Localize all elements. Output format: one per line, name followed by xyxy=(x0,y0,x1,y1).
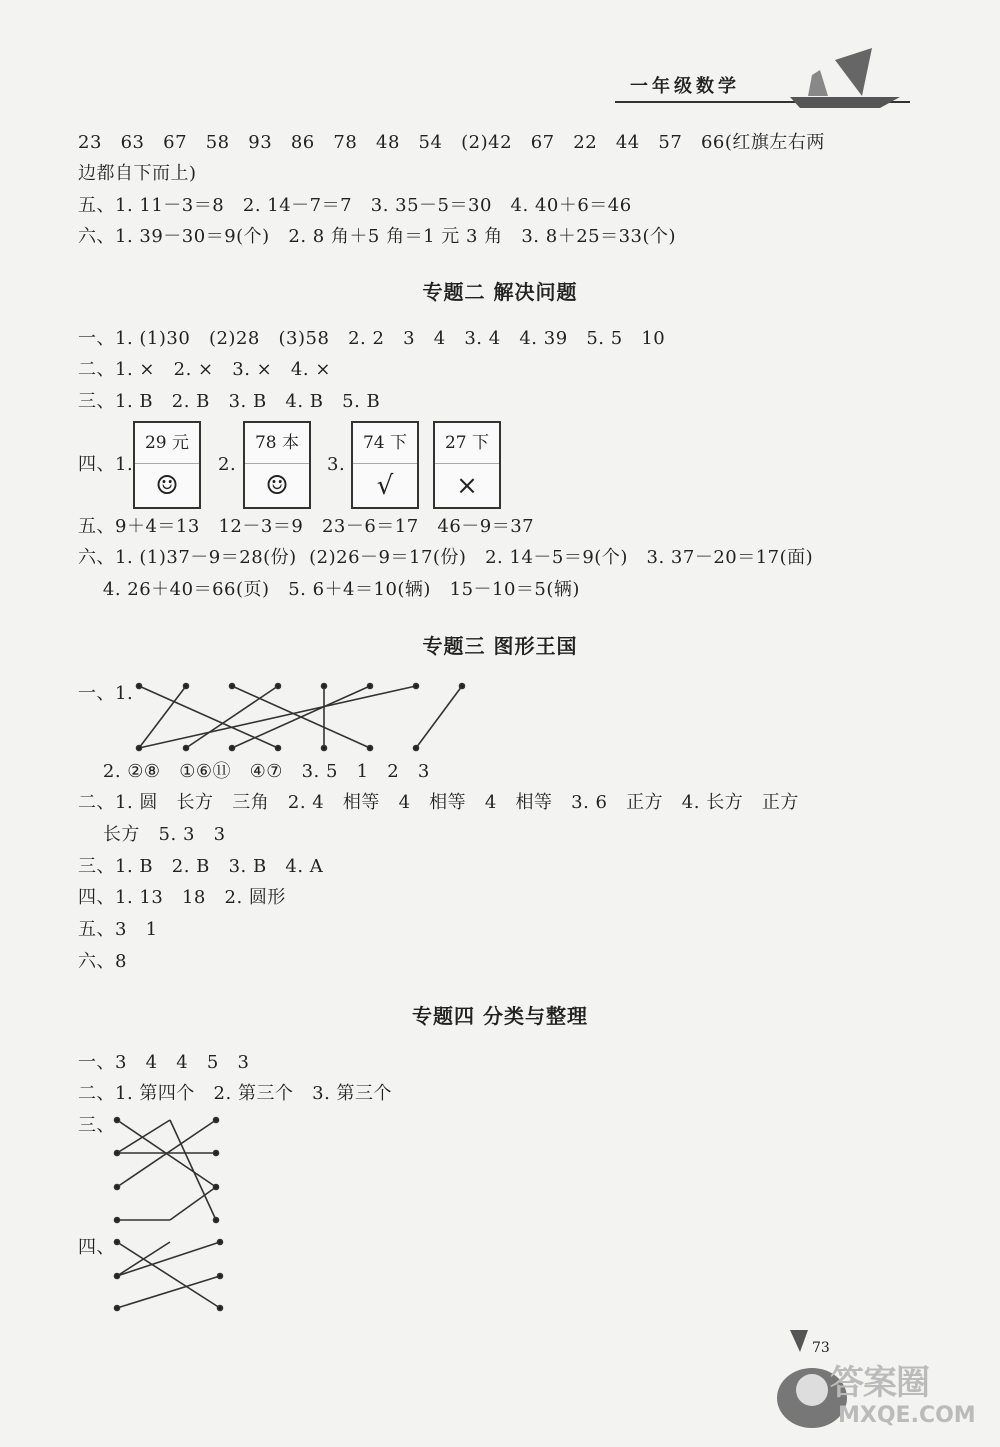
book-title: 一年级数学 xyxy=(630,76,740,97)
answer-line: 三、1. B 2. B 3. B 4. B 5. B xyxy=(78,391,381,412)
answer-line: 一、1. (1)30 (2)28 (3)58 2. 2 3 4 3. 4 4. 39 5. 5 10 xyxy=(78,328,666,349)
box-label: 74 下 xyxy=(353,423,417,464)
answer-line: 二、1. 第四个 2. 第三个 3. 第三个 xyxy=(78,1083,393,1104)
answer-line: 23 63 67 58 93 86 78 48 54 (2)42 67 22 44 57 66(红旗左右两 xyxy=(78,132,825,153)
answer-line: 四、 xyxy=(78,1237,115,1258)
answer-line: 五、3 1 xyxy=(78,919,158,940)
answer-line: 一、3 4 4 5 3 xyxy=(78,1052,250,1073)
answer-line: 三、 xyxy=(78,1115,115,1136)
answer-line: 边都自下而上) xyxy=(78,163,197,184)
answer-number: 3. xyxy=(327,454,346,475)
section-heading: 专题二 解决问题 xyxy=(422,280,578,304)
check-icon: √ xyxy=(376,471,394,501)
answer-line: 五、1. 11－3＝8 2. 14－7＝7 3. 35－5＝30 4. 40＋6＝46 xyxy=(78,195,632,216)
answer-line: 四、1. 13 18 2. 圆形 xyxy=(78,887,286,908)
answer-line: 2. ②⑧ ①⑥⑪ ④⑦ 3. 5 1 2 3 xyxy=(78,761,430,782)
answer-number: 2. xyxy=(218,454,237,475)
smiley-icon: ☺ xyxy=(265,471,289,501)
answer-line: 六、8 xyxy=(78,951,127,972)
box-label: 78 本 xyxy=(245,423,309,464)
cross-icon: × xyxy=(456,471,478,501)
smiley-icon: ☺ xyxy=(155,471,179,501)
answer-line: 一、1. xyxy=(78,683,134,704)
watermark-logo: 答案圈 xyxy=(830,1363,929,1403)
answer-line: 五、9＋4＝13 12－3＝9 23－6＝17 46－9＝37 xyxy=(78,516,535,537)
watermark-url: MXQE.COM xyxy=(838,1403,976,1428)
answer-line: 六、1. 39－30＝9(个) 2. 8 角＋5 角＝1 元 3 角 3. 8＋25＝33(个) xyxy=(78,226,677,247)
answer-line: 二、1. × 2. × 3. × 4. × xyxy=(78,359,331,380)
answer-line: 六、1. (1)37－9＝28(份) (2)26－9＝17(份) 2. 14－5＝9(个) 3. 37－20＝17(面) xyxy=(78,547,814,568)
section-heading: 专题三 图形王国 xyxy=(422,634,578,658)
answer-line: 二、1. 圆 长方 三角 2. 4 相等 4 相等 4 相等 3. 6 正方 4. 长方 正方 xyxy=(78,792,799,813)
answer-line: 三、1. B 2. B 3. B 4. A xyxy=(78,856,324,877)
page-number: 73 xyxy=(812,1340,830,1356)
answer-line: 四、1. xyxy=(78,454,134,475)
answer-line: 4. 26＋40＝66(页) 5. 6＋4＝10(辆) 15－10＝5(辆) xyxy=(78,579,580,600)
answer-line: 长方 5. 3 3 xyxy=(78,824,226,845)
section-heading: 专题四 分类与整理 xyxy=(412,1004,588,1028)
box-label: 27 下 xyxy=(435,423,499,464)
box-label: 29 元 xyxy=(135,423,199,464)
